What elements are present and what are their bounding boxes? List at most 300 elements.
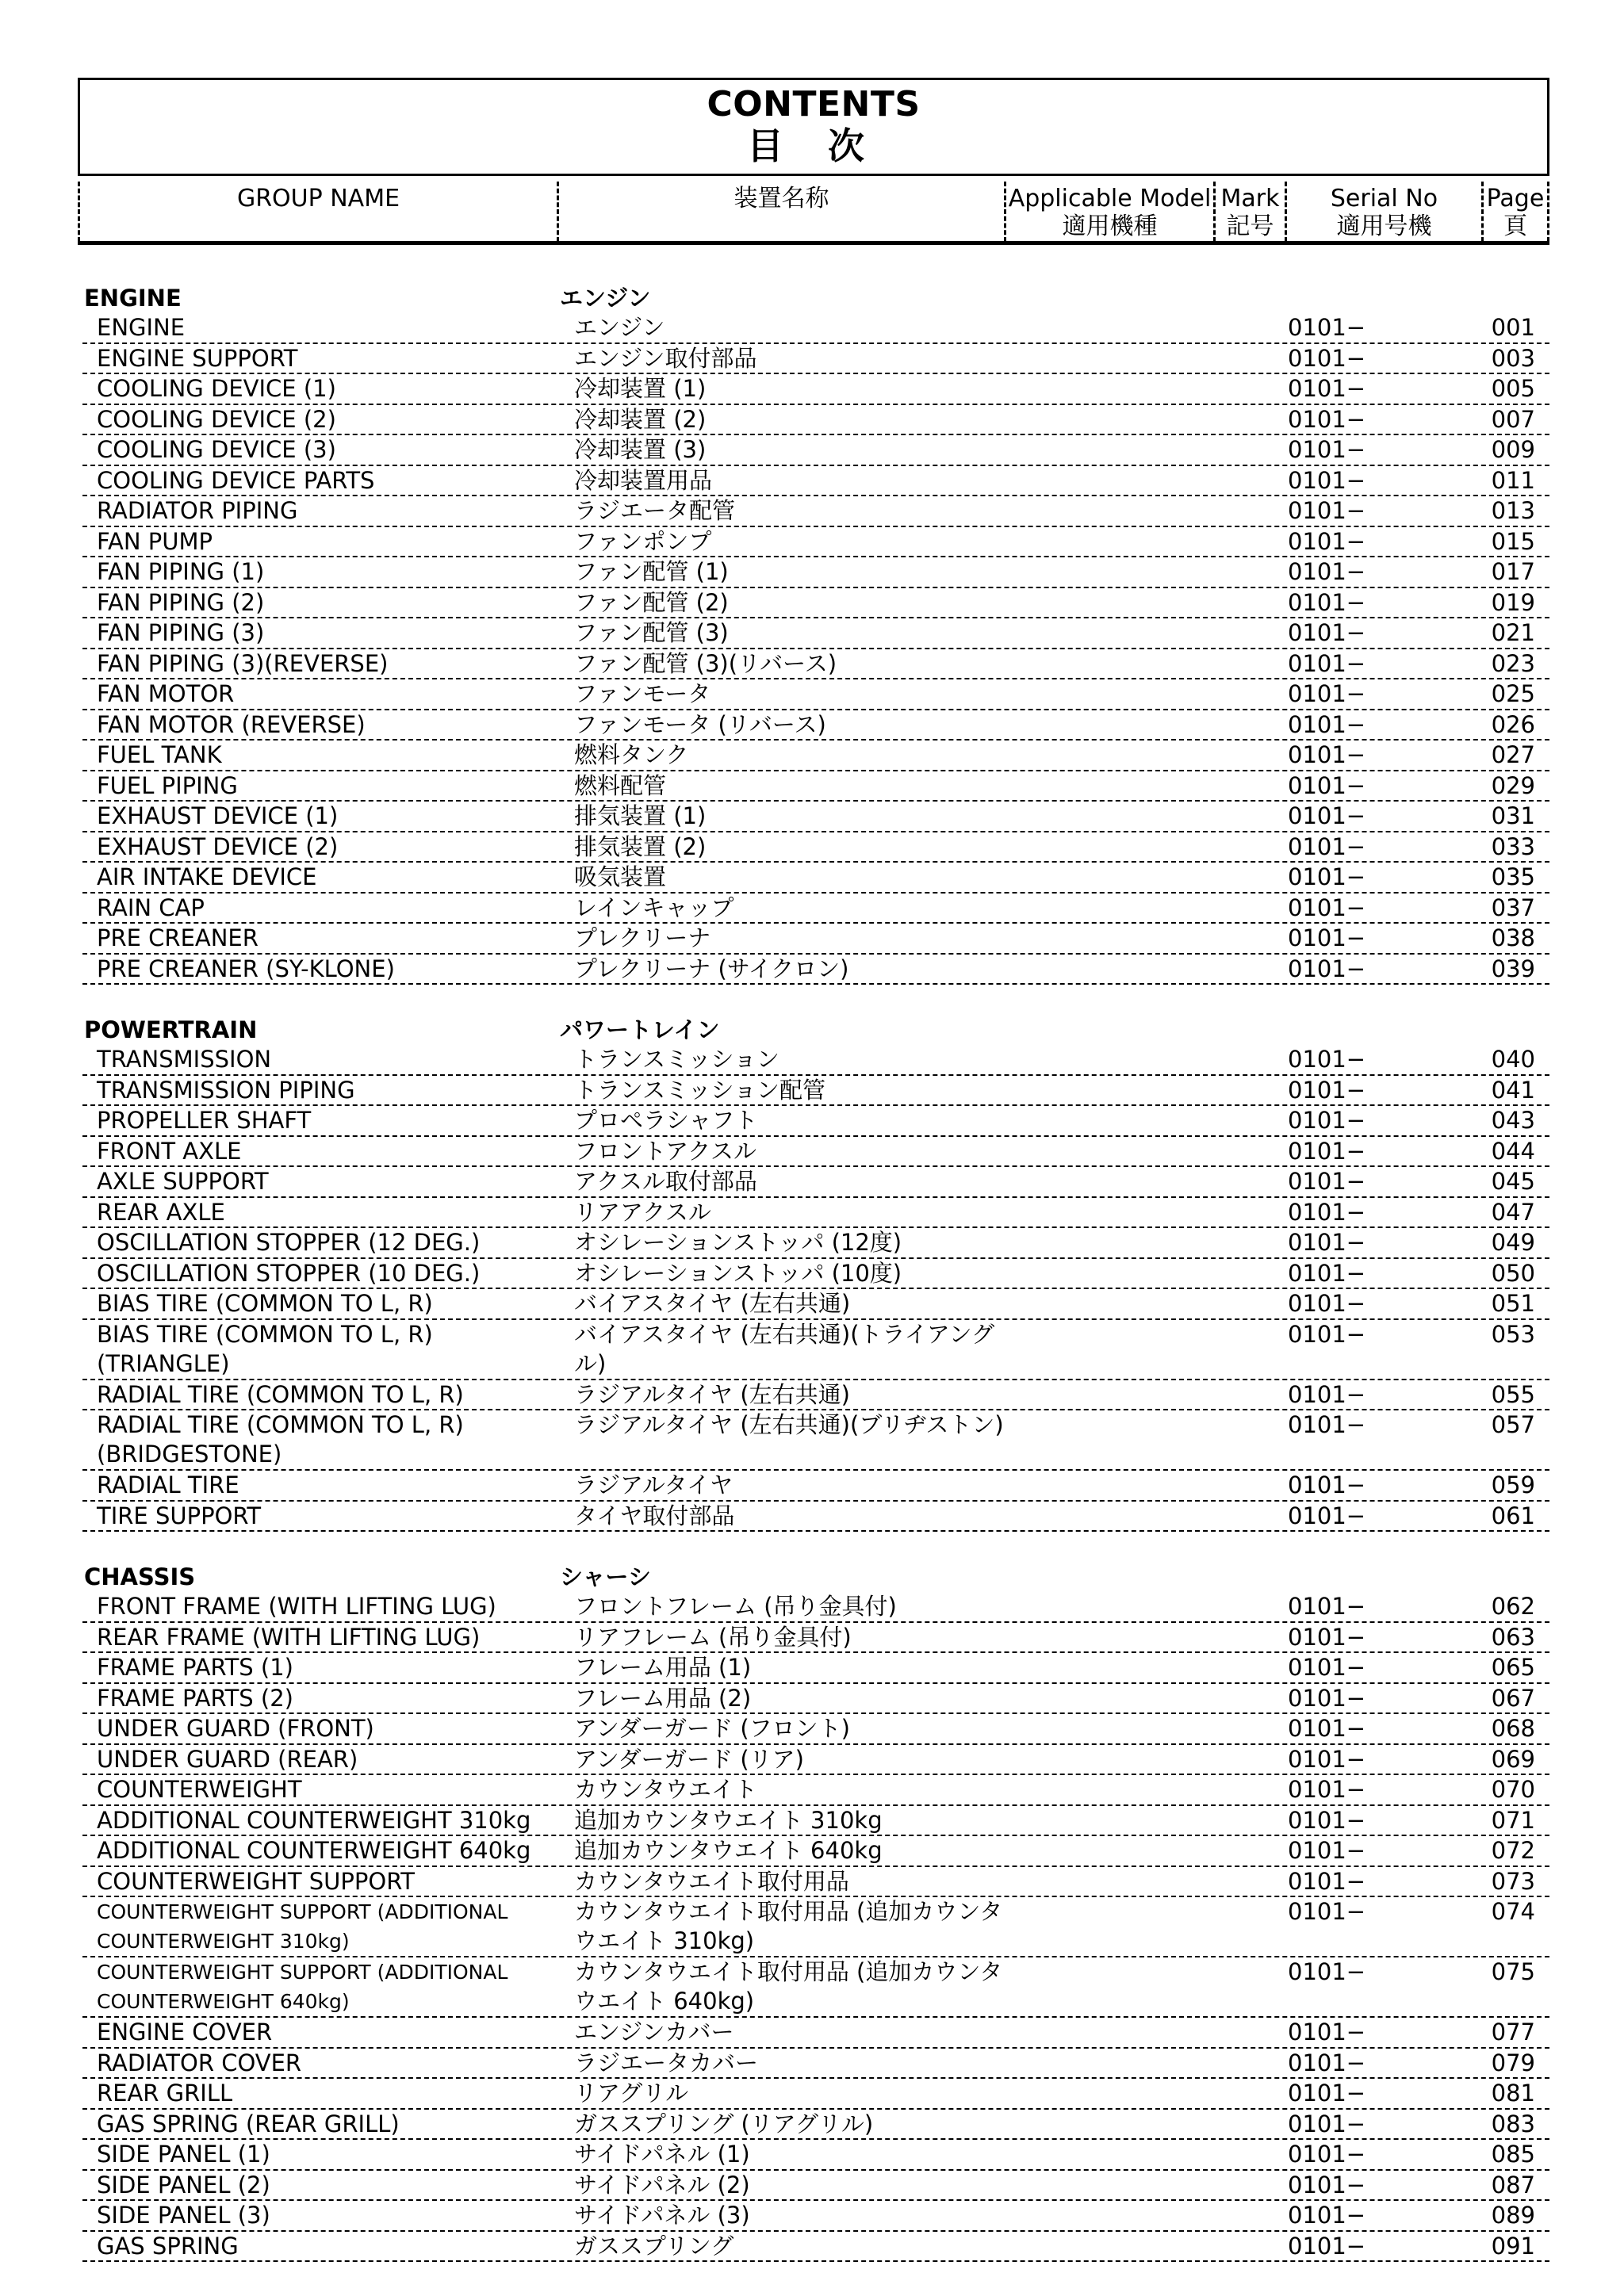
serial-no: 0101− — [1288, 649, 1366, 677]
serial-no: 0101− — [1288, 2232, 1366, 2260]
device-name: 吸気装置 — [574, 863, 667, 890]
serial-no: 0101− — [1288, 1168, 1366, 1195]
column-header-applicable-model: Applicable Model 適用機種 — [1004, 182, 1213, 242]
page-number: 067 — [1491, 1684, 1535, 1712]
group-name: UNDER GUARD (FRONT) — [97, 1715, 374, 1742]
group-name: COOLING DEVICE (3) — [97, 436, 336, 463]
page-number: 044 — [1491, 1137, 1535, 1165]
page-number: 047 — [1491, 1198, 1535, 1226]
group-name: FAN PIPING (3) — [97, 619, 265, 646]
serial-no: 0101− — [1288, 2049, 1366, 2076]
table-row — [82, 2018, 1549, 2049]
group-name: FAN PUMP — [97, 527, 213, 555]
page-number: 085 — [1491, 2141, 1535, 2168]
device-name: ラジアルタイヤ — [574, 1471, 733, 1498]
serial-no: 0101− — [1288, 344, 1366, 372]
device-name: 排気装置 (2) — [574, 832, 707, 860]
device-name: ファン配管 (3) — [574, 619, 729, 646]
serial-no: 0101− — [1288, 466, 1366, 494]
serial-no: 0101− — [1288, 1411, 1366, 1438]
group-name: FRAME PARTS (1) — [97, 1654, 293, 1681]
serial-no: 0101− — [1288, 619, 1366, 646]
device-name: タイヤ取付部品 — [574, 1502, 735, 1529]
group-name: ENGINE COVER — [97, 2019, 273, 2045]
page-number: 079 — [1491, 2049, 1535, 2076]
table-row — [82, 2140, 1549, 2171]
serial-no: 0101− — [1288, 710, 1366, 738]
serial-no: 0101− — [1288, 436, 1366, 463]
device-name: アンダーガード (フロント) — [574, 1715, 850, 1742]
serial-no: 0101− — [1288, 1867, 1366, 1895]
table-row — [82, 1045, 1549, 1076]
page-number: 007 — [1491, 405, 1535, 433]
serial-no: 0101− — [1288, 1502, 1366, 1529]
serial-no: 0101− — [1288, 1046, 1366, 1073]
serial-no: 0101− — [1288, 558, 1366, 585]
page-number: 005 — [1491, 375, 1535, 402]
page-number: 087 — [1491, 2171, 1535, 2198]
serial-no: 0101− — [1288, 1471, 1366, 1498]
group-name: COUNTERWEIGHT SUPPORT (ADDITIONAL COUNTERWEIGHT 640kg) — [97, 1961, 508, 2013]
table-row — [82, 1897, 1549, 1957]
group-name: OSCILLATION STOPPER (12 DEG.) — [97, 1229, 481, 1256]
serial-no: 0101− — [1288, 497, 1366, 524]
device-name: リアフレーム (吊り金具付) — [574, 1623, 852, 1651]
serial-no: 0101− — [1288, 1290, 1366, 1317]
table-row — [82, 344, 1549, 375]
table-row — [82, 1653, 1549, 1684]
serial-no: 0101− — [1288, 863, 1366, 890]
page-number: 074 — [1491, 1898, 1535, 1925]
page-number: 050 — [1491, 1259, 1535, 1287]
device-name: ファン配管 (2) — [574, 588, 729, 616]
table-row — [82, 1836, 1549, 1867]
serial-no: 0101− — [1288, 1715, 1366, 1742]
table-row — [82, 1076, 1549, 1107]
group-name: PROPELLER SHAFT — [97, 1107, 312, 1134]
page-number: 045 — [1491, 1168, 1535, 1195]
group-name: ENGINE — [97, 314, 186, 341]
table-row — [82, 557, 1549, 588]
serial-no: 0101− — [1288, 1958, 1366, 1985]
serial-no: 0101− — [1288, 894, 1366, 921]
page-number: 013 — [1491, 497, 1535, 524]
group-name: FAN MOTOR (REVERSE) — [97, 710, 366, 738]
device-name: バイアスタイヤ (左右共通)(トライアングル) — [574, 1320, 995, 1377]
group-name: AXLE SUPPORT — [97, 1168, 269, 1195]
table-row — [82, 1167, 1549, 1198]
page-number: 037 — [1491, 894, 1535, 921]
group-name: COOLING DEVICE PARTS — [97, 466, 375, 494]
page-number: 057 — [1491, 1411, 1535, 1438]
group-name: COOLING DEVICE (2) — [97, 405, 336, 433]
section-name-jp: シャーシ — [560, 1563, 651, 1590]
device-name: カウンタウエイト取付用品 — [574, 1867, 849, 1895]
group-name: FUEL PIPING — [97, 771, 238, 799]
table-row — [82, 374, 1549, 405]
device-name: ガススプリング — [574, 2232, 734, 2260]
table-row — [82, 802, 1549, 832]
serial-no: 0101− — [1288, 2141, 1366, 2168]
page-number: 073 — [1491, 1867, 1535, 1895]
section-gap — [82, 1532, 1549, 1562]
serial-no: 0101− — [1288, 1684, 1366, 1712]
table-row — [82, 832, 1549, 863]
column-header-page: Page 頁 — [1481, 182, 1549, 242]
group-name: BIAS TIRE (COMMON TO L, R) — [97, 1290, 433, 1317]
page-number: 053 — [1491, 1320, 1535, 1348]
group-name: UNDER GUARD (REAR) — [97, 1745, 358, 1773]
table-row — [82, 1714, 1549, 1745]
table-row — [82, 466, 1549, 497]
page-number: 040 — [1491, 1046, 1535, 1073]
table-row — [82, 894, 1549, 924]
group-name: ADDITIONAL COUNTERWEIGHT 310kg — [97, 1806, 531, 1834]
group-name: FRAME PARTS (2) — [97, 1684, 293, 1712]
serial-no: 0101− — [1288, 1380, 1366, 1408]
table-row — [82, 1198, 1549, 1229]
table-row — [82, 1957, 1549, 2018]
serial-no: 0101− — [1288, 955, 1366, 982]
page-number: 063 — [1491, 1623, 1535, 1651]
serial-no: 0101− — [1288, 1623, 1366, 1651]
table-row — [82, 710, 1549, 741]
table-row — [82, 1380, 1549, 1411]
device-name: 排気装置 (1) — [574, 802, 707, 829]
section-heading — [82, 283, 1549, 313]
serial-no: 0101− — [1288, 1837, 1366, 1864]
group-name: RADIATOR COVER — [97, 2049, 302, 2076]
table-row — [82, 2171, 1549, 2202]
device-name: トランスミッション配管 — [574, 1076, 825, 1104]
table-row — [82, 955, 1549, 985]
group-name: SIDE PANEL (1) — [97, 2141, 270, 2168]
page-number: 051 — [1491, 1290, 1535, 1317]
device-name: バイアスタイヤ (左右共通) — [574, 1290, 851, 1317]
table-row — [82, 649, 1549, 680]
page-number: 075 — [1491, 1958, 1535, 1985]
page-number: 043 — [1491, 1107, 1535, 1134]
device-name: 冷却装置 (3) — [574, 436, 707, 463]
device-name: アクスル取付部品 — [574, 1168, 757, 1195]
contents-list — [82, 283, 1549, 2262]
device-name: オシレーションストッパ (10度) — [574, 1259, 902, 1287]
page-number: 062 — [1491, 1593, 1535, 1620]
group-name: SIDE PANEL (2) — [97, 2171, 270, 2198]
serial-no: 0101− — [1288, 924, 1366, 951]
table-row — [82, 1684, 1549, 1715]
section-name-jp: パワートレイン — [560, 1016, 720, 1043]
serial-no: 0101− — [1288, 1320, 1366, 1348]
device-name: ファンモータ (リバース) — [574, 710, 826, 738]
serial-no: 0101− — [1288, 2110, 1366, 2137]
group-name: FRONT FRAME (WITH LIFTING LUG) — [97, 1593, 496, 1620]
device-name: 燃料タンク — [574, 741, 689, 768]
table-row — [82, 1745, 1549, 1776]
table-row — [82, 618, 1549, 649]
device-name: フロントフレーム (吊り金具付) — [574, 1593, 897, 1620]
table-row — [82, 1289, 1549, 1320]
table-row — [82, 924, 1549, 955]
table-row — [82, 771, 1549, 802]
device-name: フレーム用品 (2) — [574, 1684, 752, 1712]
page-number: 026 — [1491, 710, 1535, 738]
page-number: 021 — [1491, 619, 1535, 646]
serial-no: 0101− — [1288, 1806, 1366, 1834]
serial-no: 0101− — [1288, 527, 1366, 555]
page-number: 001 — [1491, 314, 1535, 341]
device-name: プレクリーナ (サイクロン) — [574, 955, 849, 982]
page-number: 029 — [1491, 771, 1535, 799]
serial-no: 0101− — [1288, 314, 1366, 341]
group-name: FAN PIPING (1) — [97, 558, 265, 585]
table-row — [82, 588, 1549, 619]
serial-no: 0101− — [1288, 1259, 1366, 1287]
group-name: COUNTERWEIGHT SUPPORT — [97, 1867, 415, 1895]
device-name: カウンタウエイト — [574, 1776, 757, 1803]
page-number: 039 — [1491, 955, 1535, 982]
column-header-row — [78, 182, 1549, 245]
table-row — [82, 1137, 1549, 1168]
device-name: レインキャップ — [574, 894, 734, 921]
table-row — [82, 1623, 1549, 1654]
serial-no: 0101− — [1288, 375, 1366, 402]
serial-no: 0101− — [1288, 1654, 1366, 1681]
table-row — [82, 405, 1549, 436]
serial-no: 0101− — [1288, 832, 1366, 860]
table-row — [82, 1410, 1549, 1471]
table-row — [82, 1775, 1549, 1806]
section-name-en: CHASSIS — [84, 1563, 196, 1590]
group-name: GAS SPRING — [97, 2232, 239, 2260]
page-number: 069 — [1491, 1745, 1535, 1773]
device-name: カウンタウエイト取付用品 (追加カウンタウエイト 310kg) — [574, 1898, 1003, 1954]
group-name: PRE CREANER — [97, 924, 259, 951]
device-name: プレクリーナ — [574, 924, 711, 951]
device-name: 燃料配管 — [574, 771, 667, 799]
page-number: 065 — [1491, 1654, 1535, 1681]
table-row — [82, 2232, 1549, 2263]
serial-no: 0101− — [1288, 2019, 1366, 2045]
page-number: 091 — [1491, 2232, 1535, 2260]
group-name: SIDE PANEL (3) — [97, 2202, 270, 2229]
device-name: ラジアルタイヤ (左右共通)(ブリヂストン) — [574, 1411, 1004, 1438]
serial-no: 0101− — [1288, 1137, 1366, 1165]
table-row — [82, 1259, 1549, 1290]
page-number: 031 — [1491, 802, 1535, 829]
group-name: PRE CREANER (SY-KLONE) — [97, 955, 395, 982]
device-name: ラジエータカバー — [574, 2049, 759, 2076]
device-name: ファンポンプ — [574, 527, 712, 555]
table-row — [82, 2110, 1549, 2141]
device-name: リアグリル — [574, 2080, 689, 2107]
device-name: サイドパネル (2) — [574, 2171, 750, 2198]
table-row — [82, 2201, 1549, 2232]
device-name: 冷却装置 (2) — [574, 405, 707, 433]
device-name: 追加カウンタウエイト 640kg — [574, 1837, 883, 1864]
serial-no: 0101− — [1288, 771, 1366, 799]
group-name: TIRE SUPPORT — [97, 1502, 262, 1529]
page-number: 015 — [1491, 527, 1535, 555]
group-name: RADIAL TIRE — [97, 1471, 239, 1498]
title-box — [78, 78, 1549, 176]
serial-no: 0101− — [1288, 1198, 1366, 1226]
group-name: RAIN CAP — [97, 894, 205, 921]
group-name: REAR AXLE — [97, 1198, 225, 1226]
table-row — [82, 527, 1549, 558]
device-name: ファン配管 (1) — [574, 558, 729, 585]
column-header-mark: Mark 記号 — [1213, 182, 1285, 242]
device-name: ラジエータ配管 — [574, 497, 736, 524]
device-name: トランスミッション — [574, 1046, 779, 1073]
table-row — [82, 1502, 1549, 1533]
page-number: 033 — [1491, 832, 1535, 860]
table-row — [82, 496, 1549, 527]
group-name: FAN PIPING (2) — [97, 588, 265, 616]
serial-no: 0101− — [1288, 2171, 1366, 2198]
device-name: ファン配管 (3)(リバース) — [574, 649, 837, 677]
serial-no: 0101− — [1288, 1076, 1366, 1104]
group-name: REAR FRAME (WITH LIFTING LUG) — [97, 1623, 481, 1651]
serial-no: 0101− — [1288, 1107, 1366, 1134]
device-name: サイドパネル (3) — [574, 2202, 750, 2229]
device-name: 冷却装置用品 — [574, 466, 713, 494]
table-row — [82, 1320, 1549, 1380]
serial-no: 0101− — [1288, 741, 1366, 768]
table-row — [82, 1806, 1549, 1837]
group-name: FAN MOTOR — [97, 680, 235, 707]
group-name: AIR INTAKE DEVICE — [97, 863, 317, 890]
group-name: ENGINE SUPPORT — [97, 344, 298, 372]
page-number: 077 — [1491, 2019, 1535, 2045]
group-name: COUNTERWEIGHT SUPPORT (ADDITIONAL COUNTERWEIGHT 310kg) — [97, 1900, 508, 1953]
group-name: OSCILLATION STOPPER (10 DEG.) — [97, 1259, 481, 1287]
device-name: カウンタウエイト取付用品 (追加カウンタウエイト 640kg) — [574, 1958, 1003, 2015]
serial-no: 0101− — [1288, 2080, 1366, 2107]
group-name: COUNTERWEIGHT — [97, 1776, 302, 1803]
table-row — [82, 740, 1549, 771]
device-name: ファンモータ — [574, 680, 711, 707]
section-gap — [82, 985, 1549, 1015]
device-name: リアアクスル — [574, 1198, 711, 1226]
page-number: 009 — [1491, 436, 1535, 463]
device-name: 追加カウンタウエイト 310kg — [574, 1806, 883, 1834]
column-header-group-name: GROUP NAME — [78, 182, 557, 242]
serial-no: 0101− — [1288, 588, 1366, 616]
serial-no: 0101− — [1288, 1745, 1366, 1773]
page-number: 003 — [1491, 344, 1535, 372]
page-number: 025 — [1491, 680, 1535, 707]
page-number: 083 — [1491, 2110, 1535, 2137]
page-number: 055 — [1491, 1380, 1535, 1408]
table-row — [82, 1471, 1549, 1502]
section-name-jp: エンジン — [560, 285, 651, 312]
page-number: 017 — [1491, 558, 1535, 585]
device-name: 冷却装置 (1) — [574, 375, 707, 402]
device-name: エンジン取付部品 — [574, 344, 757, 372]
page-number: 019 — [1491, 588, 1535, 616]
page-number: 061 — [1491, 1502, 1535, 1529]
page-number: 027 — [1491, 741, 1535, 768]
serial-no: 0101− — [1288, 1898, 1366, 1925]
table-row — [82, 1228, 1549, 1259]
section-heading — [82, 1562, 1549, 1592]
page-number: 035 — [1491, 863, 1535, 890]
serial-no: 0101− — [1288, 2202, 1366, 2229]
page-number: 023 — [1491, 649, 1535, 677]
table-row — [82, 1106, 1549, 1137]
group-name: ADDITIONAL COUNTERWEIGHT 640kg — [97, 1837, 531, 1864]
serial-no: 0101− — [1288, 1229, 1366, 1256]
group-name: RADIAL TIRE (COMMON TO L, R)(BRIDGESTONE) — [97, 1411, 464, 1468]
page-number: 041 — [1491, 1076, 1535, 1104]
section-heading — [82, 1015, 1549, 1045]
device-name: オシレーションストッパ (12度) — [574, 1229, 902, 1256]
page-number: 011 — [1491, 466, 1535, 494]
column-header-device-name: 装置名称 — [557, 182, 1004, 242]
group-name: FUEL TANK — [97, 741, 222, 768]
table-row — [82, 313, 1549, 344]
serial-no: 0101− — [1288, 802, 1366, 829]
table-row — [82, 2049, 1549, 2080]
device-name: アンダーガード (リア) — [574, 1745, 804, 1773]
serial-no: 0101− — [1288, 1776, 1366, 1803]
device-name: ガススプリング (リアグリル) — [574, 2110, 874, 2137]
table-row — [82, 1867, 1549, 1898]
table-row — [82, 435, 1549, 466]
group-name: FAN PIPING (3)(REVERSE) — [97, 649, 389, 677]
group-name: EXHAUST DEVICE (1) — [97, 802, 339, 829]
group-name: TRANSMISSION PIPING — [97, 1076, 355, 1104]
column-header-serial-no: Serial No 適用号機 — [1285, 182, 1481, 242]
device-name: エンジンカバー — [574, 2019, 734, 2045]
group-name: EXHAUST DEVICE (2) — [97, 832, 339, 860]
page-number: 071 — [1491, 1806, 1535, 1834]
device-name: フレーム用品 (1) — [574, 1654, 752, 1681]
section-name-en: POWERTRAIN — [84, 1016, 258, 1043]
page-title: CONTENTS — [707, 84, 921, 124]
device-name: フロントアクスル — [574, 1137, 756, 1165]
table-row — [82, 863, 1549, 894]
group-name: COOLING DEVICE (1) — [97, 375, 336, 402]
device-name: エンジン — [574, 314, 665, 341]
group-name: FRONT AXLE — [97, 1137, 242, 1165]
page-number: 038 — [1491, 924, 1535, 951]
section-name-en: ENGINE — [84, 285, 182, 312]
page-number: 072 — [1491, 1837, 1535, 1864]
device-name: プロペラシャフト — [574, 1107, 758, 1134]
group-name: REAR GRILL — [97, 2080, 233, 2107]
group-name: RADIATOR PIPING — [97, 497, 298, 524]
device-name: ラジアルタイヤ (左右共通) — [574, 1380, 850, 1408]
page-number: 059 — [1491, 1471, 1535, 1498]
table-row — [82, 1592, 1549, 1623]
group-name: BIAS TIRE (COMMON TO L, R)(TRIANGLE) — [97, 1320, 433, 1377]
group-name: TRANSMISSION — [97, 1046, 272, 1073]
page-number: 068 — [1491, 1715, 1535, 1742]
page-number: 070 — [1491, 1776, 1535, 1803]
table-row — [82, 679, 1549, 710]
page-number: 049 — [1491, 1229, 1535, 1256]
group-name: RADIAL TIRE (COMMON TO L, R) — [97, 1380, 464, 1408]
device-name: サイドパネル (1) — [574, 2141, 750, 2168]
group-name: GAS SPRING (REAR GRILL) — [97, 2110, 400, 2137]
serial-no: 0101− — [1288, 680, 1366, 707]
serial-no: 0101− — [1288, 1593, 1366, 1620]
page-number: 089 — [1491, 2202, 1535, 2229]
page-title-jp: 目 次 — [746, 124, 880, 167]
page-number: 081 — [1491, 2080, 1535, 2107]
